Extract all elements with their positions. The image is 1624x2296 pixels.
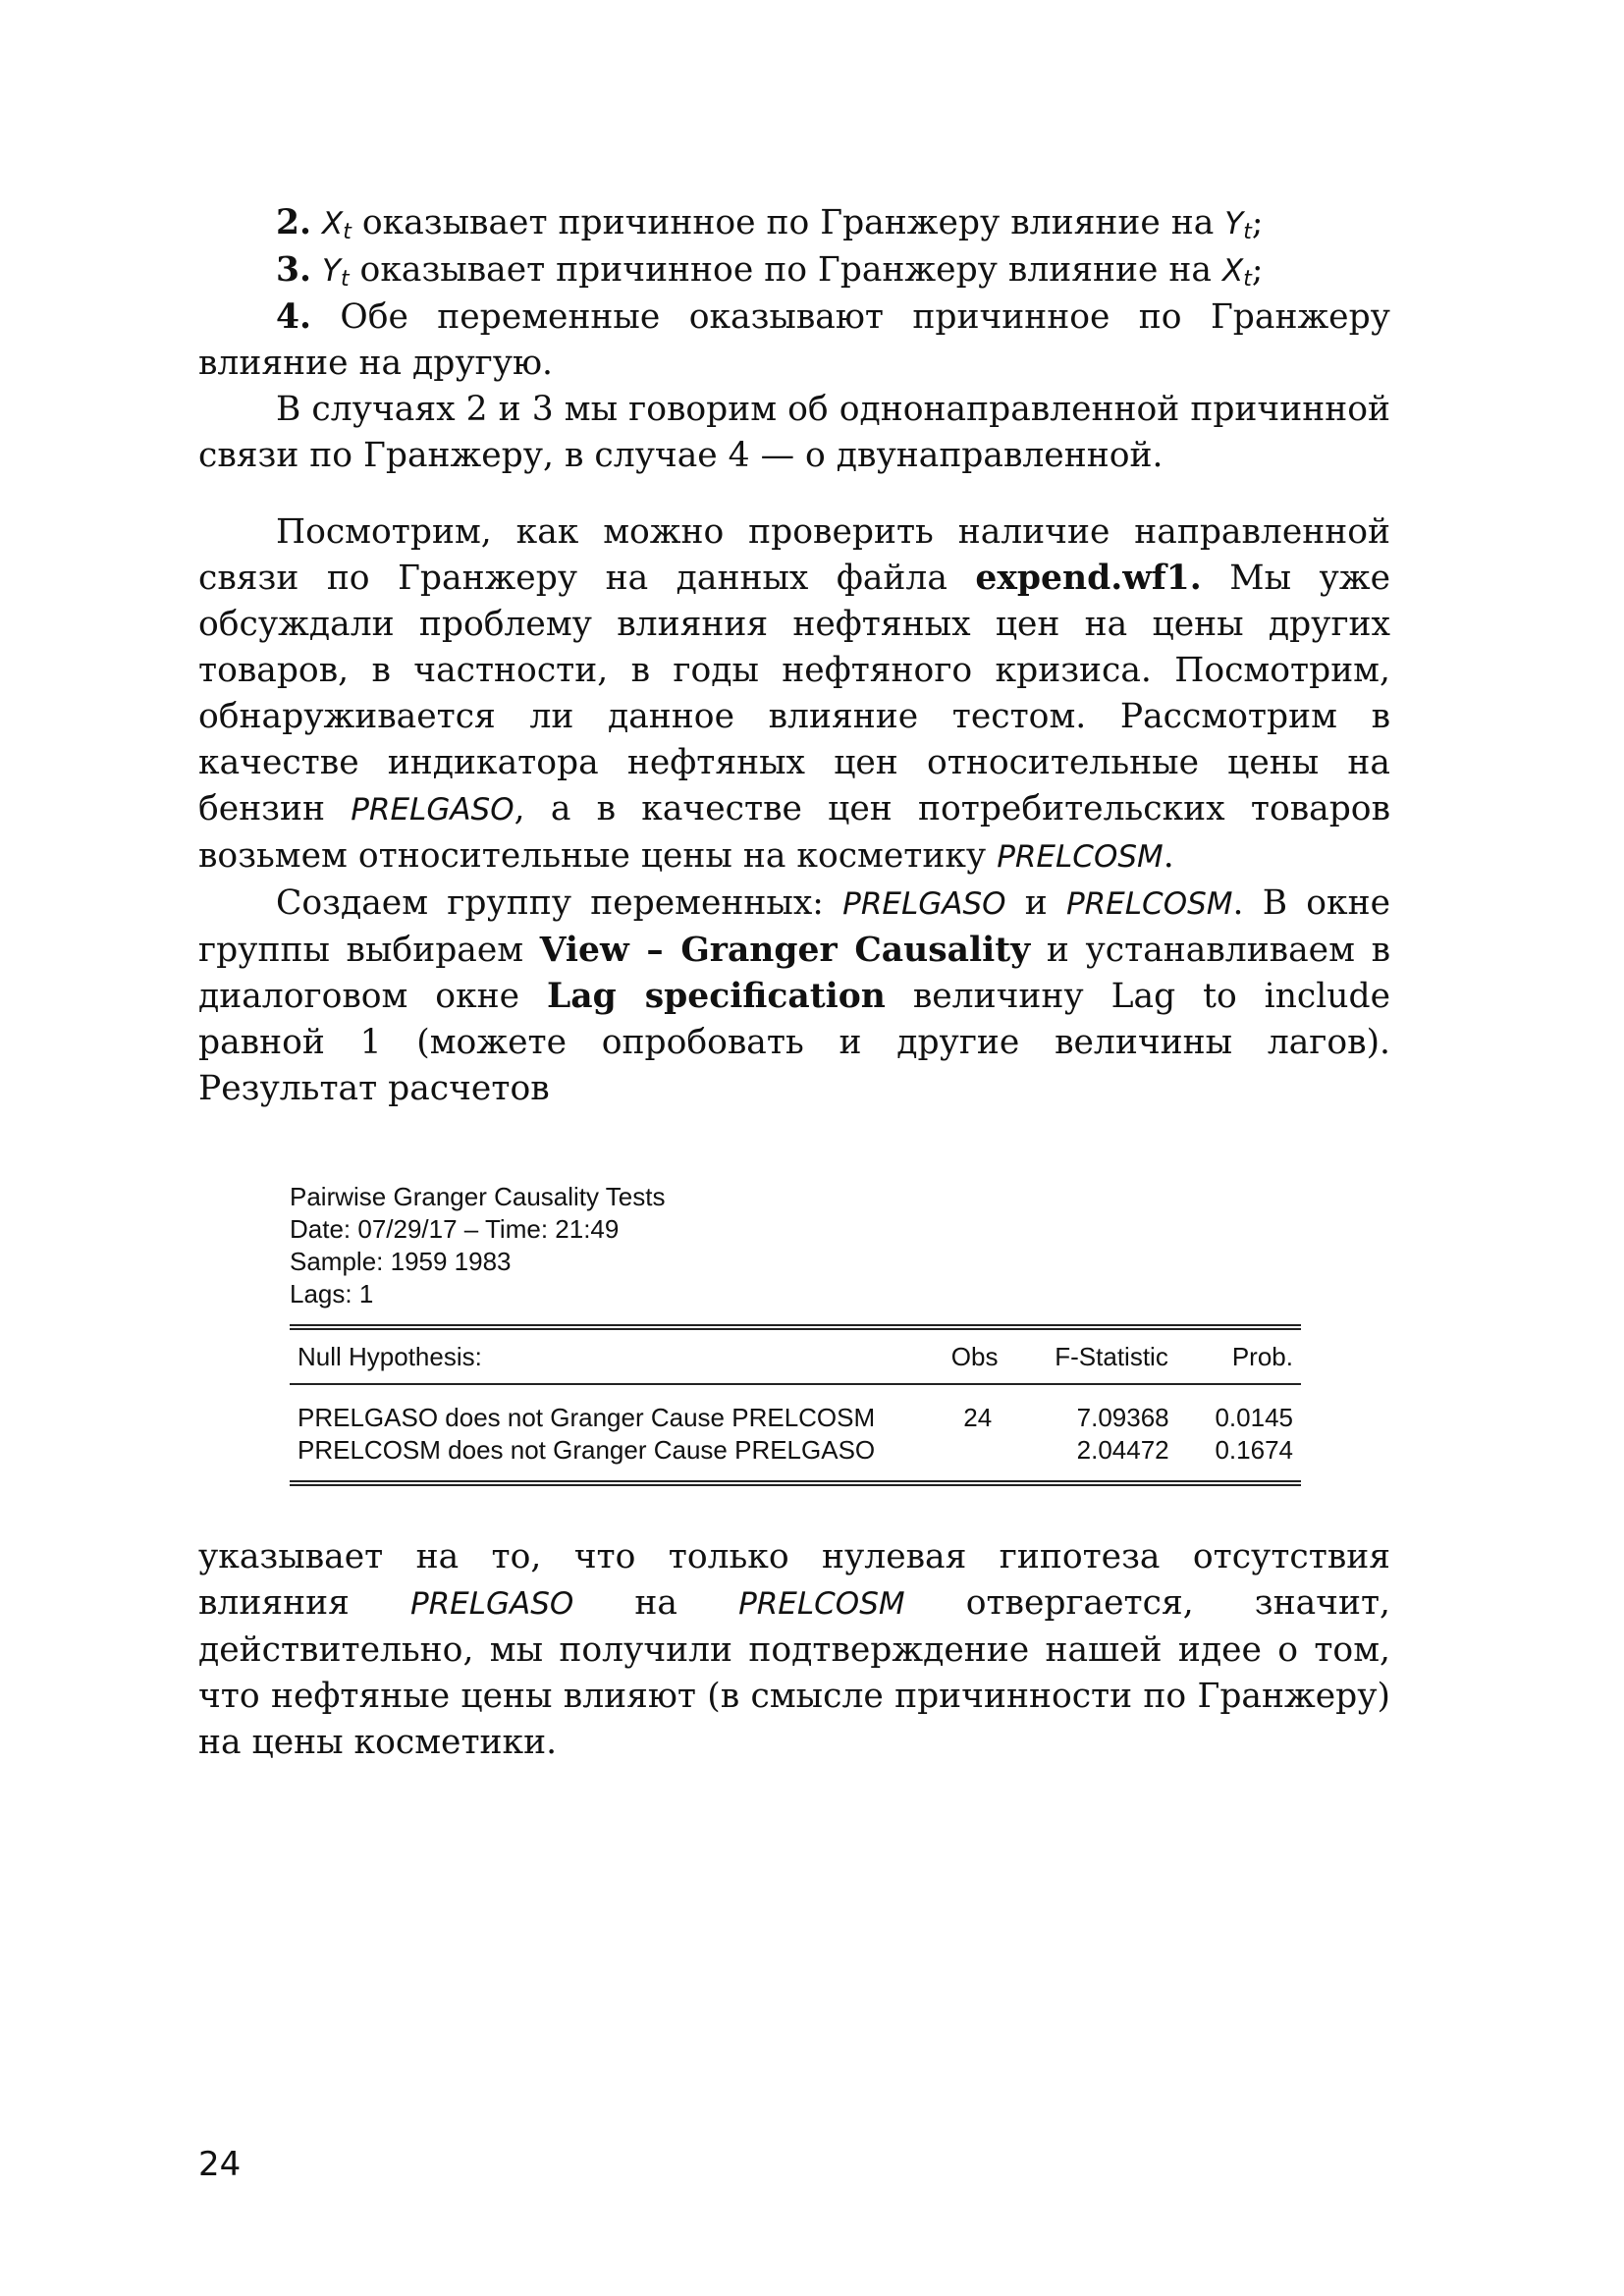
list-item-2: 2. $X_t$ оказывает причинное по Гранжеру влияние на $Y_t$;	[276, 203, 1264, 244]
eviews-sample: Sample: 1959 1983	[290, 1247, 512, 1276]
table-header-row	[290, 1330, 1301, 1383]
table-bottom-rule	[290, 1480, 1301, 1486]
conclusion-block	[198, 1534, 1390, 1766]
math-variable: $Y_t$	[1224, 206, 1252, 244]
variable-prelgaso: PRELGASO	[842, 886, 1006, 922]
math-variable: $X_t$	[322, 206, 352, 244]
main-paragraph: Посмотрим, как можно проверить наличие направленной связи по Гранжеру на данных файла expend.wf1. Мы уже обсуждали проблему влияния нефтяных цен на цены других товаров, в частности, в годы нефтяного кризиса. Посмотрим, обнаруживается ли данное влияние тестом. Рассмотрим в качестве индикатора нефтяных цен относительные цены на бензин PRELGASO, а в качестве цен потребительских товаров возьмем относительные цены на косметику PRELCOSM.	[198, 512, 1391, 876]
cell-obs: 24	[963, 1403, 993, 1432]
cell-hypothesis: PRELGASO does not Granger Cause PRELCOSM	[298, 1403, 876, 1432]
cell-hypothesis: PRELCOSM does not Granger Cause PRELGASO	[298, 1435, 876, 1465]
results-table	[290, 1330, 1301, 1383]
list-item-3: 3. $Y_t$ оказывает причинное по Гранжеру влияние на $X_t$;	[276, 250, 1264, 292]
variable-prelcosm: PRELCOSM	[997, 839, 1164, 875]
header-prob: Prob.	[1231, 1341, 1293, 1371]
item-number: 3.	[276, 250, 312, 290]
cell-f-statistic: 2.04472	[1076, 1435, 1169, 1465]
item-text: оказывает причинное по Гранжеру влияние на	[349, 250, 1222, 290]
variable-prelgaso: PRELGASO	[409, 1586, 574, 1622]
item-text: Обе переменные оказывают причинное по Гранжеру влияние на другую.	[198, 297, 1390, 383]
item-number: 2.	[276, 203, 312, 242]
table-row	[290, 1402, 1301, 1434]
item-number: 4.	[276, 297, 312, 337]
math-variable: $Y_t$	[322, 253, 350, 292]
item-text: оказывает причинное по Гранжеру влияние на	[351, 203, 1225, 242]
cell-obs	[940, 1434, 1016, 1467]
variable-prelcosm: PRELCOSM	[738, 1586, 905, 1622]
variable-prelgaso: PRELGASO	[351, 792, 514, 828]
math-variable: $X_t$	[1221, 253, 1252, 292]
eviews-output	[290, 1181, 1301, 1465]
cell-prob: 0.0145	[1215, 1403, 1293, 1432]
header-hypothesis: Null Hypothesis:	[298, 1341, 482, 1371]
cell-prob: 0.1674	[1215, 1435, 1293, 1465]
top-text-block	[198, 200, 1390, 1112]
cell-f-statistic: 7.09368	[1076, 1403, 1169, 1432]
eviews-title: Pairwise Granger Causality Tests	[290, 1182, 666, 1211]
eviews-lags: Lags: 1	[290, 1279, 374, 1308]
file-name: expend.wf1.	[975, 559, 1202, 598]
conclusion-paragraph: указывает на то, что только нулевая гипотеза отсутствия влияния PRELGASO на PRELCOSM отвергается, значит, действительно, мы получили подтверждение нашей идее о том, что нефтяные цены влияют (в смысле причинности по Гранжеру) на цены косметики.	[198, 1537, 1390, 1762]
variable-prelcosm: PRELCOSM	[1065, 886, 1233, 922]
cases-paragraph: В случаях 2 и 3 мы говорим об однонаправленной причинной связи по Гранжеру, в случае 4 — о двунаправленной.	[198, 390, 1390, 475]
results-table-body	[290, 1402, 1301, 1467]
page-number: 24	[198, 2145, 242, 2184]
header-f-statistic: F-Statistic	[1055, 1341, 1168, 1371]
dialog-name: Lag specification	[546, 977, 886, 1016]
table-row	[290, 1434, 1301, 1467]
group-paragraph: Создаем группу переменных: PRELGASO и PRELCOSM. В окне группы выбираем View – Granger Causality и устанавливаем в диалоговом окне Lag specification величину Lag to include равной 1 (можете опробовать и другие величины лагов). Результат расчетов	[198, 883, 1390, 1108]
eviews-header	[290, 1181, 1301, 1310]
header-obs: Obs	[950, 1341, 999, 1371]
menu-path: View – Granger Causality	[539, 931, 1031, 970]
eviews-date: Date: 07/29/17 – Time: 21:49	[290, 1214, 620, 1244]
results-table-wrap	[290, 1324, 1301, 1486]
list-item-4	[198, 294, 1390, 387]
